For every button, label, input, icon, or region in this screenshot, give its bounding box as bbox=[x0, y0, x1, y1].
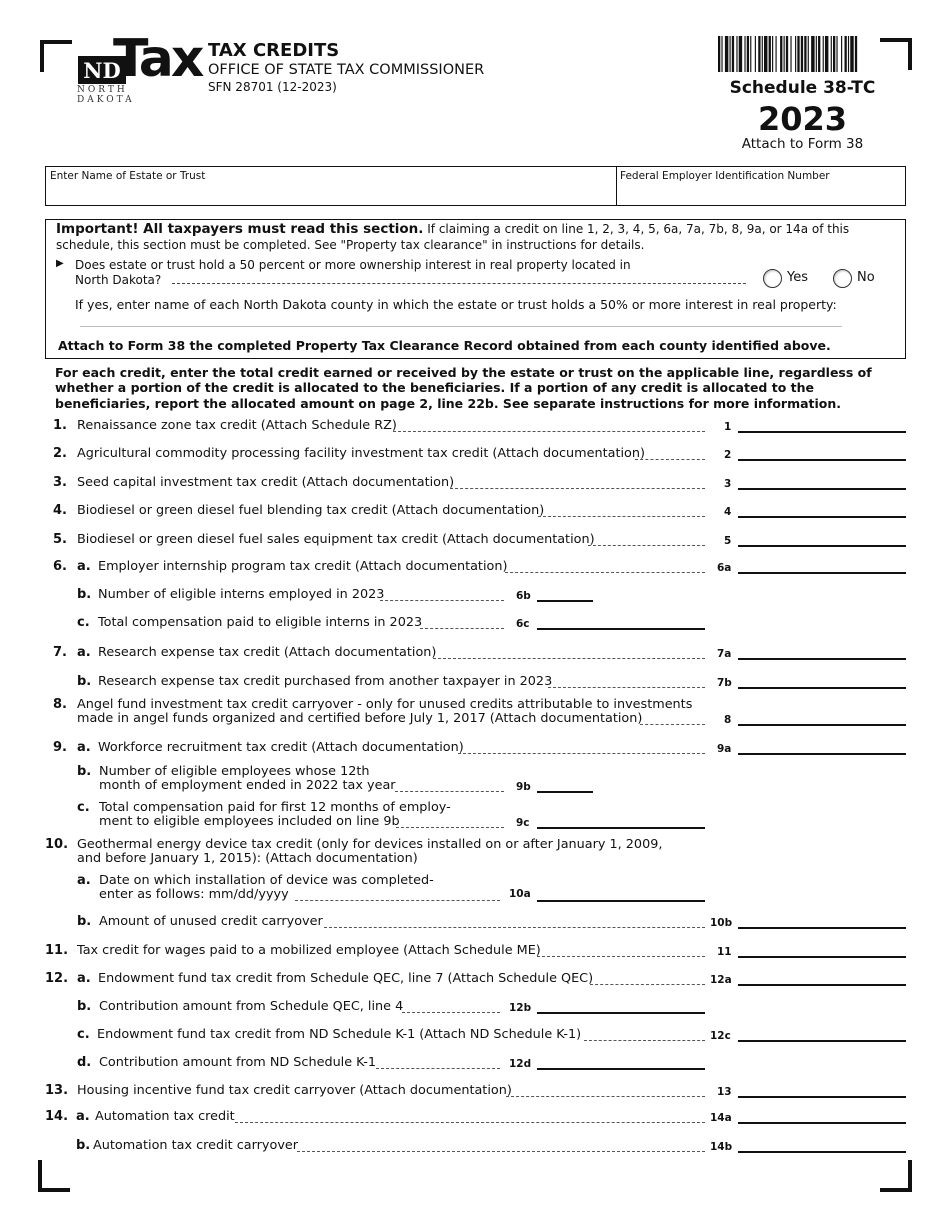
important-body: If claiming a credit on line 1, 2, 3, 4, 5, 6a, 7a, 7b, 8, 9a, or 14a of this schedule, this section must be completed. See "Property tax clearance" in instructions for details. bbox=[56, 222, 850, 252]
barcode-bar bbox=[801, 36, 803, 72]
estate-name-input[interactable] bbox=[50, 184, 610, 204]
taxpayer-info-box bbox=[45, 166, 906, 206]
barcode bbox=[718, 36, 858, 72]
line-5-input[interactable] bbox=[738, 529, 906, 547]
barcode-bar bbox=[747, 36, 749, 72]
logo-tax-text: Tax bbox=[113, 29, 202, 89]
line-9c-label: 9c bbox=[516, 817, 530, 829]
line-9b-sub: b. bbox=[77, 764, 92, 779]
barcode-bar bbox=[784, 36, 785, 72]
barcode-bar bbox=[855, 36, 857, 72]
barcode-bar bbox=[816, 36, 817, 72]
line-2-dots bbox=[635, 459, 705, 460]
barcode-bar bbox=[730, 36, 731, 72]
line-10b-dots bbox=[324, 927, 705, 928]
line-6c-sub: c. bbox=[77, 615, 90, 630]
line-12b-sub: b. bbox=[77, 999, 92, 1014]
line-6a-dots bbox=[505, 572, 705, 573]
barcode-bar bbox=[776, 36, 777, 72]
line-11-dots bbox=[537, 956, 705, 957]
line-2-number: 2. bbox=[53, 446, 67, 461]
line-12d-label: 12d bbox=[509, 1058, 532, 1070]
barcode-bar bbox=[780, 36, 782, 72]
line-10b-sub: b. bbox=[77, 914, 92, 929]
line-6c-text: Total compensation paid to eligible interns in 2023 bbox=[98, 615, 423, 630]
line-10-number: 10. bbox=[45, 837, 69, 852]
line-14a-text: Automation tax credit bbox=[95, 1109, 235, 1124]
line-14a-label: 14a bbox=[710, 1112, 732, 1124]
corner-mark-bottom-left bbox=[38, 1160, 70, 1192]
important-heading: Important! All taxpayers must read this section. bbox=[56, 221, 424, 237]
line-12c-input[interactable] bbox=[738, 1024, 906, 1042]
line-10-text-1: Geothermal energy device tax credit (only for devices installed on or after January 1, 2009, bbox=[77, 837, 663, 852]
barcode-bar bbox=[845, 36, 847, 72]
line-9b-dots bbox=[395, 791, 504, 792]
line-12d-input[interactable] bbox=[537, 1052, 705, 1070]
line-5-text: Biodiesel or green diesel fuel sales equipment tax credit (Attach documentation) bbox=[77, 532, 595, 547]
barcode-bar bbox=[795, 36, 796, 72]
line-11-input[interactable] bbox=[738, 940, 906, 958]
fein-input[interactable] bbox=[620, 184, 900, 204]
estate-name-label: Enter Name of Estate or Trust bbox=[50, 170, 206, 182]
barcode-bar bbox=[790, 36, 791, 72]
barcode-bar bbox=[758, 36, 760, 72]
question-leader-dots bbox=[172, 283, 746, 284]
line-12-number: 12. bbox=[45, 971, 69, 986]
important-text bbox=[56, 222, 896, 253]
barcode-bar bbox=[739, 36, 742, 72]
barcode-bar bbox=[762, 36, 763, 72]
corner-mark-bottom-right bbox=[880, 1160, 912, 1192]
line-10a-dots bbox=[295, 900, 500, 901]
line-9a-dots bbox=[458, 753, 705, 754]
barcode-bar bbox=[772, 36, 773, 72]
line-6b-input[interactable] bbox=[537, 584, 593, 602]
line-7b-sub: b. bbox=[77, 674, 92, 689]
line-9a-sub: a. bbox=[77, 740, 91, 755]
line-9c-sub: c. bbox=[77, 800, 90, 815]
barcode-bar bbox=[764, 36, 767, 72]
line-10-text-2: and before January 1, 2015): (Attach documentation) bbox=[77, 851, 418, 866]
line-9c-text-1: Total compensation paid for first 12 months of employ- bbox=[99, 800, 451, 815]
barcode-bar bbox=[755, 36, 756, 72]
line-6b-text: Number of eligible interns employed in 2023 bbox=[98, 587, 385, 602]
line-12a-label: 12a bbox=[710, 974, 732, 986]
line-14a-input[interactable] bbox=[738, 1106, 906, 1124]
line-8-label: 8 bbox=[724, 714, 732, 726]
line-6a-input[interactable] bbox=[738, 556, 906, 574]
line-1-number: 1. bbox=[53, 418, 67, 433]
corner-mark-top-right bbox=[880, 38, 912, 70]
fein-label: Federal Employer Identification Number bbox=[620, 170, 830, 182]
line-7a-input[interactable] bbox=[738, 642, 906, 660]
line-10a-text-1: Date on which installation of device was completed- bbox=[99, 873, 434, 888]
arrow-right-icon: ▶ bbox=[56, 258, 64, 269]
line-1-dots bbox=[393, 431, 705, 432]
line-1-label: 1 bbox=[724, 421, 732, 433]
line-11-label: 11 bbox=[717, 946, 732, 958]
line-2-text: Agricultural commodity processing facility investment tax credit (Attach documentation) bbox=[77, 446, 645, 461]
line-11-number: 11. bbox=[45, 943, 69, 958]
barcode-bar bbox=[833, 36, 835, 72]
line-12a-dots bbox=[590, 984, 705, 985]
barcode-bar bbox=[825, 36, 828, 72]
line-7b-label: 7b bbox=[717, 677, 732, 689]
line-12a-input[interactable] bbox=[738, 968, 906, 986]
line-12b-input[interactable] bbox=[537, 996, 705, 1014]
corner-mark-top-left bbox=[40, 40, 72, 72]
line-14a-dots bbox=[235, 1122, 705, 1123]
line-14b-input[interactable] bbox=[738, 1135, 906, 1153]
line-6a-label: 6a bbox=[717, 562, 732, 574]
line-3-number: 3. bbox=[53, 475, 67, 490]
line-12d-sub: d. bbox=[77, 1055, 92, 1070]
line-1-text: Renaissance zone tax credit (Attach Schedule RZ) bbox=[77, 418, 397, 433]
line-5-number: 5. bbox=[53, 532, 67, 547]
line-9a-label: 9a bbox=[717, 743, 732, 755]
line-12c-dots bbox=[584, 1040, 705, 1041]
line-6c-dots bbox=[420, 628, 504, 629]
credit-instructions: For each credit, enter the total credit earned or received by the estate or trust on the applicable line, regardless of whether a portion of the credit is allocated to the beneficiaries. If a portion of any credit is allocated to the beneficiaries, report the allocated amount on page 2, line 22b. See separate instructions for more information. bbox=[55, 365, 872, 411]
line-6c-input[interactable] bbox=[537, 612, 705, 630]
line-12b-dots bbox=[402, 1012, 500, 1013]
county-prompt: If yes, enter name of each North Dakota county in which the estate or trust holds a 50% or more interest in real property: bbox=[75, 297, 837, 312]
line-5-dots bbox=[588, 545, 705, 546]
info-box-divider bbox=[616, 167, 617, 205]
barcode-bar bbox=[725, 36, 728, 72]
form-title: TAX CREDITS bbox=[208, 40, 340, 61]
barcode-bar bbox=[836, 36, 837, 72]
line-7a-label: 7a bbox=[717, 648, 732, 660]
line-6a-sub: a. bbox=[77, 559, 91, 574]
schedule-name: Schedule 38-TC bbox=[729, 78, 876, 98]
line-12d-text: Contribution amount from ND Schedule K-1 bbox=[99, 1055, 376, 1070]
barcode-bar bbox=[797, 36, 799, 72]
line-7a-dots bbox=[433, 658, 705, 659]
line-14a-sub: a. bbox=[76, 1109, 90, 1124]
line-12b-label: 12b bbox=[509, 1002, 532, 1014]
line-10b-input[interactable] bbox=[738, 911, 906, 929]
barcode-bar bbox=[808, 36, 809, 72]
clearance-record-note: Attach to Form 38 the completed Property Tax Clearance Record obtained from each county identified above. bbox=[58, 338, 831, 353]
line-3-input[interactable] bbox=[738, 472, 906, 490]
line-4-label: 4 bbox=[724, 506, 732, 518]
line-8-text-2: made in angel funds organized and certified before July 1, 2017 (Attach documentation) bbox=[77, 711, 643, 726]
line-13-dots bbox=[506, 1096, 705, 1097]
line-4-dots bbox=[538, 516, 705, 517]
line-7a-text: Research expense tax credit (Attach documentation) bbox=[98, 645, 437, 660]
line-7a-sub: a. bbox=[77, 645, 91, 660]
line-1-input[interactable] bbox=[738, 415, 906, 433]
line-9c-text-2: ment to eligible employees included on line 9b bbox=[99, 814, 400, 829]
form-number: SFN 28701 (12-2023) bbox=[208, 80, 337, 94]
line-7b-dots bbox=[548, 687, 705, 688]
line-14-number: 14. bbox=[45, 1109, 69, 1124]
line-13-text: Housing incentive fund tax credit carryover (Attach documentation) bbox=[77, 1083, 512, 1098]
line-9b-input[interactable] bbox=[537, 775, 593, 793]
office-name: OFFICE OF STATE TAX COMMISSIONER bbox=[208, 62, 485, 78]
line-9a-text: Workforce recruitment tax credit (Attach documentation) bbox=[98, 740, 464, 755]
barcode-bar bbox=[818, 36, 820, 72]
line-10a-text-2: enter as follows: mm/dd/yyyy bbox=[99, 887, 289, 902]
line-3-text: Seed capital investment tax credit (Attach documentation) bbox=[77, 475, 455, 490]
no-radio[interactable] bbox=[833, 269, 852, 288]
line-8-input[interactable] bbox=[738, 708, 906, 726]
line-4-number: 4. bbox=[53, 503, 67, 518]
line-7b-input[interactable] bbox=[738, 671, 906, 689]
line-13-label: 13 bbox=[717, 1086, 732, 1098]
line-14b-dots bbox=[297, 1151, 705, 1152]
line-12a-sub: a. bbox=[77, 971, 91, 986]
line-6c-label: 6c bbox=[516, 618, 530, 630]
barcode-bar bbox=[823, 36, 824, 72]
line-12c-label: 12c bbox=[710, 1030, 731, 1042]
yes-radio[interactable] bbox=[763, 269, 782, 288]
line-11-text: Tax credit for wages paid to a mobilized employee (Attach Schedule ME) bbox=[77, 943, 541, 958]
line-9-number: 9. bbox=[53, 740, 67, 755]
line-12b-text: Contribution amount from Schedule QEC, line 4 bbox=[99, 999, 404, 1014]
no-radio-label: No bbox=[857, 270, 875, 285]
line-6b-sub: b. bbox=[77, 587, 92, 602]
line-7-number: 7. bbox=[53, 645, 67, 660]
line-9c-input[interactable] bbox=[537, 811, 705, 829]
ownership-question-line1: Does estate or trust hold a 50 percent or more ownership interest in real property located in bbox=[75, 258, 631, 272]
barcode-bar bbox=[841, 36, 842, 72]
line-9b-text-1: Number of eligible employees whose 12th bbox=[99, 764, 370, 779]
barcode-bar bbox=[736, 36, 737, 72]
barcode-bar bbox=[718, 36, 720, 72]
line-10a-sub: a. bbox=[77, 873, 91, 888]
barcode-bar bbox=[732, 36, 734, 72]
line-6-number: 6. bbox=[53, 559, 67, 574]
barcode-bar bbox=[769, 36, 771, 72]
line-4-input[interactable] bbox=[738, 500, 906, 518]
line-4-text: Biodiesel or green diesel fuel blending tax credit (Attach documentation) bbox=[77, 503, 545, 518]
ownership-question-line2: North Dakota? bbox=[75, 272, 162, 287]
barcode-bar bbox=[744, 36, 745, 72]
barcode-bar bbox=[811, 36, 814, 72]
barcode-bar bbox=[850, 36, 853, 72]
county-names-line bbox=[80, 326, 842, 327]
barcode-bar bbox=[848, 36, 849, 72]
line-9b-label: 9b bbox=[516, 781, 531, 793]
barcode-bar bbox=[750, 36, 751, 72]
tax-year: 2023 bbox=[757, 100, 848, 138]
county-names-input[interactable] bbox=[80, 310, 842, 326]
line-10b-label: 10b bbox=[710, 917, 733, 929]
line-13-number: 13. bbox=[45, 1083, 69, 1098]
barcode-bar bbox=[721, 36, 722, 72]
line-6b-label: 6b bbox=[516, 590, 531, 602]
line-12c-sub: c. bbox=[77, 1027, 90, 1042]
line-14b-text: Automation tax credit carryover bbox=[93, 1138, 299, 1153]
logo-nd-text: ND bbox=[83, 58, 121, 83]
line-9c-dots bbox=[396, 827, 504, 828]
line-10b-text: Amount of unused credit carryover bbox=[99, 914, 323, 929]
yes-radio-label: Yes bbox=[787, 270, 808, 285]
logo-subtitle: NORTH DAKOTA bbox=[77, 85, 135, 105]
line-12a-text: Endowment fund tax credit from Schedule QEC, line 7 (Attach Schedule QEC) bbox=[98, 971, 594, 986]
line-6a-text: Employer internship program tax credit (Attach documentation) bbox=[98, 559, 508, 574]
attach-note: Attach to Form 38 bbox=[741, 136, 864, 152]
line-14b-label: 14b bbox=[710, 1141, 733, 1153]
barcode-bar bbox=[831, 36, 832, 72]
line-13-input[interactable] bbox=[738, 1080, 906, 1098]
line-2-label: 2 bbox=[724, 449, 732, 461]
line-14b-sub: b. bbox=[76, 1138, 91, 1153]
line-2-input[interactable] bbox=[738, 443, 906, 461]
line-12d-dots bbox=[376, 1068, 500, 1069]
line-9a-input[interactable] bbox=[738, 737, 906, 755]
line-10a-label: 10a bbox=[509, 888, 531, 900]
line-9b-text-2: month of employment ended in 2022 tax year bbox=[99, 778, 396, 793]
line-5-label: 5 bbox=[724, 535, 732, 547]
line-3-label: 3 bbox=[724, 478, 732, 490]
line-8-number: 8. bbox=[53, 697, 67, 712]
line-7b-text: Research expense tax credit purchased from another taxpayer in 2023 bbox=[98, 674, 553, 689]
barcode-bar bbox=[804, 36, 806, 72]
line-3-dots bbox=[450, 488, 705, 489]
line-8-dots bbox=[640, 724, 705, 725]
line-8-text-1: Angel fund investment tax credit carryover - only for unused credits attributable to investments bbox=[77, 697, 693, 712]
barcode-bar bbox=[786, 36, 788, 72]
line-10a-input[interactable] bbox=[537, 884, 705, 902]
line-6b-dots bbox=[380, 600, 504, 601]
line-12c-text: Endowment fund tax credit from ND Schedule K-1 (Attach ND Schedule K-1) bbox=[97, 1027, 582, 1042]
